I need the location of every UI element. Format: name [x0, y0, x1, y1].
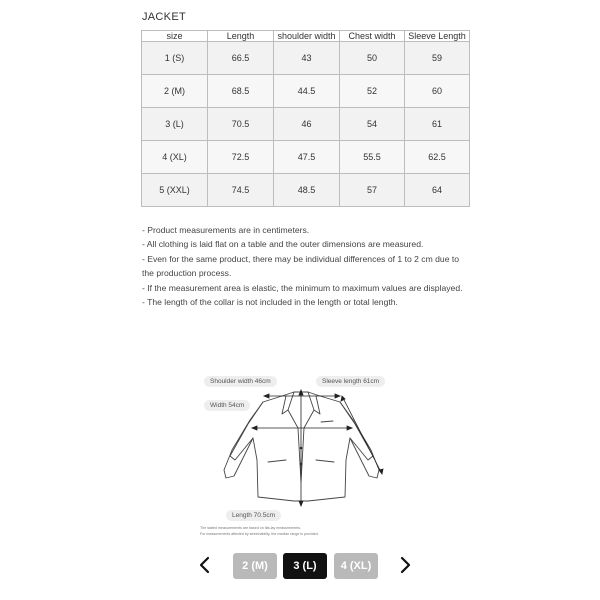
table-cell: 4 (XL) — [142, 141, 208, 174]
table-row — [142, 108, 470, 141]
table-header-cell: Length — [208, 31, 274, 42]
table-cell: 47.5 — [274, 141, 340, 174]
table-cell: 54 — [340, 108, 405, 141]
note-line: - Product measurements are in centimeters. — [142, 225, 310, 235]
table-cell: 64 — [405, 174, 470, 207]
table-row — [142, 42, 470, 75]
jacket-measurement-diagram — [190, 370, 420, 545]
table-cell: 50 — [340, 42, 405, 75]
length-label: Length 70.5cm — [226, 510, 281, 521]
table-cell: 46 — [274, 108, 340, 141]
table-header-cell: Sleeve Length — [405, 31, 470, 42]
table-cell: 3 (L) — [142, 108, 208, 141]
table-cell: 61 — [405, 108, 470, 141]
next-arrow-button[interactable] — [394, 553, 416, 577]
jacket-collar-right — [301, 392, 314, 482]
size-option-button[interactable]: 4 (XL) — [334, 553, 378, 579]
fine-print: The stated measurements are based on flat-lay measurements. — [200, 526, 302, 530]
table-cell: 60 — [405, 75, 470, 108]
size-option-button-selected[interactable]: 3 (L) — [283, 553, 327, 579]
sleeve-length-label: Sleeve length 61cm — [316, 376, 385, 387]
table-cell: 70.5 — [208, 108, 274, 141]
jacket-pocket-left — [268, 460, 286, 462]
table-cell: 43 — [274, 42, 340, 75]
table-cell: 52 — [340, 75, 405, 108]
table-cell: 57 — [340, 174, 405, 207]
chest-arrow — [252, 426, 352, 430]
size-table — [141, 30, 470, 207]
table-cell: 59 — [405, 42, 470, 75]
table-header-row — [142, 31, 470, 42]
fine-print: For measurements affected by stretchability, the median range is provided. — [200, 532, 319, 536]
table-row — [142, 141, 470, 174]
note-line: - The length of the collar is not included in the length or total length. — [142, 297, 398, 308]
table-cell: 74.5 — [208, 174, 274, 207]
note-line: - All clothing is laid flat on a table and the outer dimensions are measured. — [142, 239, 424, 250]
note-line: - If the measurement area is elastic, the minimum to maximum values are displayed. — [142, 282, 463, 293]
table-cell: 2 (M) — [142, 75, 208, 108]
table-cell: 68.5 — [208, 75, 274, 108]
table-cell: 1 (S) — [142, 42, 208, 75]
prev-arrow-button[interactable] — [194, 553, 216, 577]
table-cell: 48.5 — [274, 174, 340, 207]
shoulder-width-label: Shoulder width 46cm — [204, 376, 277, 387]
width-label: Width 54cm — [204, 400, 250, 411]
table-cell: 5 (XXL) — [142, 174, 208, 207]
chevron-left-icon — [194, 553, 216, 577]
table-cell: 62.5 — [405, 141, 470, 174]
table-cell: 72.5 — [208, 141, 274, 174]
table-cell: 55.5 — [340, 141, 405, 174]
jacket-illustration — [190, 370, 420, 545]
note-line: - Even for the same product, there may be individual differences of 1 to 2 cm due to the production process. — [142, 253, 460, 279]
chevron-right-icon — [394, 553, 416, 577]
table-cell: 66.5 — [208, 42, 274, 75]
table-row — [142, 174, 470, 207]
size-option-button[interactable]: 2 (M) — [233, 553, 277, 579]
page-title: JACKET — [142, 11, 186, 23]
jacket-pocket-right — [316, 460, 334, 462]
jacket-collar — [288, 392, 301, 482]
table-cell: 44.5 — [274, 75, 340, 108]
measurement-notes — [142, 223, 472, 309]
length-arrow — [299, 390, 303, 506]
table-header-cell: shoulder width — [274, 31, 340, 42]
table-row — [142, 75, 470, 108]
table-header-cell: size — [142, 31, 208, 42]
table-header-cell: Chest width — [340, 31, 405, 42]
jacket-body — [230, 392, 373, 501]
